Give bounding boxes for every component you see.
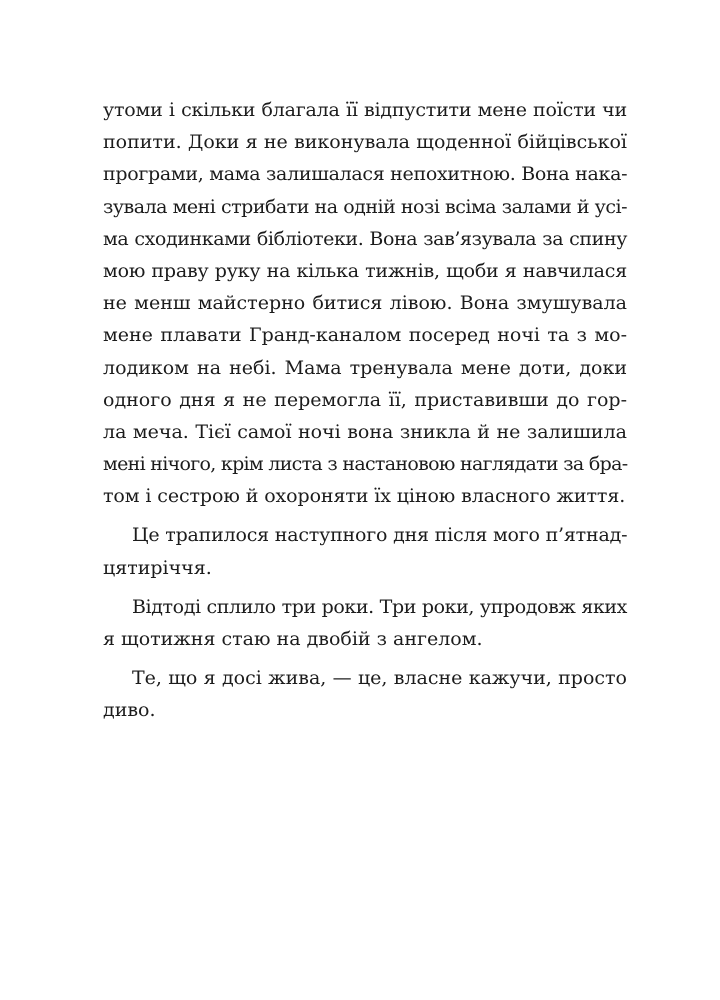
text-line: зувала мені стрибати на одній нозі всіма залами й усі- [103,195,627,218]
text-line: утоми і скільки благала її відпустити мене поїсти чи [103,99,627,121]
text-line: ма сходинками бібліотеки. Вона зав’язувала за спину [103,227,627,250]
text-line: попити. Доки я не виконувала щоденної бійцівської [103,131,627,154]
text-line: не менш майстерно битися лівою. Вона змушувала [103,292,627,315]
text-line: Відтоді сплило три роки. Три роки, упродовж яких [132,595,627,618]
text-line: я щотижня стаю на двобій з ангелом. [103,628,483,650]
text-line: диво. [103,699,156,722]
text-line: мені нічого, крім листа з настановою наглядати за бра- [103,453,628,476]
paragraph-2 [103,519,627,583]
text-line: мою праву руку на кілька тижнів, щоби я навчилася [103,259,627,282]
paragraph-4 [103,662,627,726]
paragraph-3 [103,591,627,655]
text-line: Те, що я досі жива, — це, власне кажучи, просто [132,667,627,690]
text-line: Це трапилося наступного дня після мого п’ятнад- [132,524,628,547]
text-line: цятиріччя. [103,556,212,579]
text-line: мене плавати Гранд-каналом посеред ночі та з мо- [103,324,627,347]
text-line: одного дня я не перемогла її, приставивши до гор- [103,388,627,411]
paragraph-1 [103,94,627,512]
text-line: ла меча. Тієї самої ночі вона зникла й не залишила [103,420,627,443]
text-line: програми, мама залишалася непохитною. Вона нака- [103,163,628,186]
body-text [103,94,627,727]
text-line: лодиком на небі. Мама тренувала мене доти, доки [103,356,627,379]
text-line: том і сестрою й охороняти їх ціною власного життя. [103,485,626,508]
